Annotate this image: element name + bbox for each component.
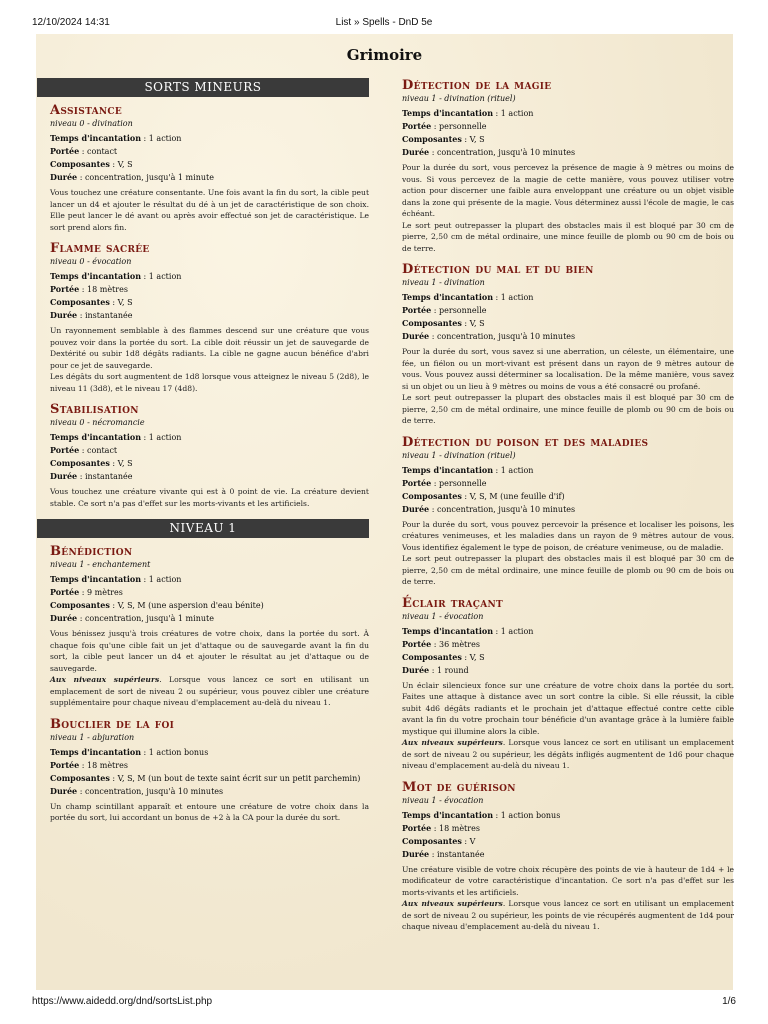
spell-range: Portée : 9 mètres xyxy=(50,587,123,597)
spell-range: Portée : contact xyxy=(50,445,118,455)
spell-description: Un éclair silencieux fonce sur une créature de votre choix dans la portée du sort. Faites une attaque à distance avec un sort contre la cible. Si elle réussit, la cible subit 4d6 dégâts radiants et le prochain jet d'attaque effectué contre cette cible avant la fin du votre prochain tour bénéficie d'un avantage grâce à la lumière faible mystique qui illumine alors la cible. xyxy=(402,680,734,736)
spell-level-school: niveau 1 - évocation xyxy=(402,795,484,805)
spell-casting-time: Temps d'incantation : 1 action xyxy=(50,133,182,143)
spell-description: Une créature visible de votre choix récupère des points de vie à hauteur de 1d4 + le modificateur de votre caractéristique d'incantation. Ce sort n'a pas d'effet sur les morts-vivants et les artificiels. xyxy=(402,864,734,897)
spell-components: Composantes : V, S xyxy=(50,458,133,468)
spell-level-school: niveau 1 - divination (rituel) xyxy=(402,94,516,103)
spell-higher-levels: Aux niveaux supérieurs. Lorsque vous lancez ce sort en utilisant un emplacement de sort de niveau 2 ou supérieur, vous pouvez cibler une créature supplémentaire pour chaque niveau d'emplacement au-delà du niveau 1. xyxy=(50,675,369,707)
spell-duration: Durée : concentration, jusqu'à 10 minutes xyxy=(50,785,224,796)
spell-name[interactable]: Détection du mal et du bien xyxy=(402,262,594,277)
spell-description: Vous touchez une créature vivante qui est à 0 point de vie. La créature devient stable. Ce sort n'a pas d'effet sur les morts-vivants et les artificiels. xyxy=(50,487,369,508)
spell-name[interactable]: Mot de guérison xyxy=(402,779,516,795)
spell-components: Composantes : V, S xyxy=(402,318,485,328)
spell-duration: Durée : 1 round xyxy=(402,664,469,675)
spell-level-school: niveau 1 - divination xyxy=(402,278,485,287)
spell-higher-levels: Aux niveaux supérieurs. Lorsque vous lancez ce sort en utilisant un emplacement de sort de niveau 2 ou supérieur, les points de vie récupérés augmentent de 1d4 pour chaque niveau d'emplacement au-delà du niveau 1. xyxy=(402,899,734,931)
spell-name[interactable]: Détection du poison et des maladies xyxy=(402,434,649,450)
spell-level-school: niveau 1 - abjuration xyxy=(50,732,135,742)
spell-range: Portée : personnelle xyxy=(402,305,487,315)
spell-level-school: niveau 1 - évocation xyxy=(402,611,484,621)
spell-name[interactable]: Éclair traçant xyxy=(402,595,504,611)
spell-duration: Durée : concentration, jusqu'à 10 minutes xyxy=(402,503,576,514)
spell-description: Pour la durée du sort, vous percevez la présence de magie à 9 mètres ou moins de vous. Si vous percevez de la magie de cette manière, vous pouvez utiliser votre action pour discerner une faible aura enveloppant une créature ou un objet visible dans la zone qui présente de la magie. Vous déterminez aussi l'école de magie, le cas échéant. xyxy=(402,163,734,218)
spell-name[interactable]: Bénédiction xyxy=(50,544,133,559)
grimoire-page xyxy=(36,34,733,990)
spell-range: Portée : 36 mètres xyxy=(402,638,480,649)
spell-description-extra: Le sort peut outrepasser la plupart des obstacles mais il est bloqué par 30 cm de pierre, 2,50 cm de métal ordinaire, une mince feuille de plomb ou 90 cm de bois ou de terre. xyxy=(402,393,734,425)
print-header xyxy=(0,0,768,34)
spell-range: Portée : personnelle xyxy=(402,477,487,488)
spell-description: Vous bénissez jusqu'à trois créatures de votre choix, dans la portée du sort. À chaque fois qu'une cible fait un jet d'attaque ou de sauvegarde avant la fin du sort, la cible peut lancer un d4 et ajouter le résultat au jet d'attaque ou de sauvegarde. xyxy=(50,629,369,673)
spell-level-school: niveau 1 - enchantement xyxy=(50,560,151,569)
spell-description: Un champ scintillant apparaît et entoure une créature de votre choix dans la portée du sort, lui accordant un bonus de +2 à la CA pour la durée du sort. xyxy=(50,801,369,822)
spell-range: Portée : personnelle xyxy=(402,121,487,131)
spell-duration: Durée : instantanée xyxy=(50,310,133,320)
spell-name[interactable]: Détection de la magie xyxy=(402,78,552,93)
spell-card xyxy=(402,262,734,427)
spell-card xyxy=(37,103,369,233)
spell-card xyxy=(37,717,369,824)
spell-range: Portée : 18 mètres xyxy=(402,822,480,833)
spell-description-extra: Les dégâts du sort augmentent de 1d8 lorsque vous atteignez le niveau 5 (2d8), le niveau 11 (3d8), et le niveau 17 (4d8). xyxy=(50,372,369,393)
spell-casting-time: Temps d'incantation : 1 action xyxy=(50,432,182,442)
spell-duration: Durée : instantanée xyxy=(50,471,133,481)
page-title: Grimoire xyxy=(346,46,423,64)
spell-range: Portée : 18 mètres xyxy=(50,759,128,770)
spell-casting-time: Temps d'incantation : 1 action bonus xyxy=(50,746,209,757)
spell-duration: Durée : concentration, jusqu'à 10 minutes xyxy=(402,331,576,341)
spell-duration: Durée : concentration, jusqu'à 1 minute xyxy=(50,613,214,623)
spell-name[interactable]: Bouclier de la foi xyxy=(50,716,175,732)
print-page-title: List » Spells - DnD 5e xyxy=(335,17,433,28)
spell-card xyxy=(402,435,734,588)
spell-card xyxy=(402,78,734,254)
spell-description: Un rayonnement semblable à des flammes descend sur une créature que vous pouvez voir dans la portée du sort. La cible doit réussir un jet de sauvegarde de Dextérité ou subir 1d8 dégâts radiants. La cible ne gagne aucun bénéfice d'abri pour ce jet de sauvegarde. xyxy=(50,326,369,370)
spell-name[interactable]: Flamme sacrée xyxy=(50,241,150,256)
spell-card xyxy=(37,241,369,394)
spell-casting-time: Temps d'incantation : 1 action xyxy=(402,625,534,636)
spell-components: Composantes : V, S xyxy=(50,159,133,169)
spell-card xyxy=(402,596,734,772)
spell-duration: Durée : instantanée xyxy=(402,848,485,859)
spell-casting-time: Temps d'incantation : 1 action bonus xyxy=(402,809,561,820)
spell-components: Composantes : V, S, M (une feuille d'if) xyxy=(402,490,565,501)
spell-components: Composantes : V, S xyxy=(402,134,485,144)
spell-casting-time: Temps d'incantation : 1 action xyxy=(50,271,182,281)
spell-card xyxy=(402,780,734,933)
spell-duration: Durée : concentration, jusqu'à 10 minutes xyxy=(402,147,576,157)
section-header-cantrips: SORTS MINEURS xyxy=(37,78,369,97)
spell-description: Pour la durée du sort, vous savez si une aberration, un céleste, un élémentaire, une fée, un fiélon ou un mort-vivant est présent dans un rayon de 9 mètres autour de vous. Vous pouvez aussi déterminer sa localisation. De la même manière, vous savez si un objet ou un lieu à 9 mètres ou moins de vous a été consacré ou profané. xyxy=(402,347,734,391)
print-page-number: 1/6 xyxy=(722,996,736,1007)
spell-name[interactable]: Assistance xyxy=(50,103,123,118)
spell-name[interactable]: Stabilisation xyxy=(50,402,139,417)
spell-description: Pour la durée du sort, vous pouvez percevoir la présence et localiser les poisons, les créatures venimeuses, et les maladies dans un rayon de 9 mètres autour de vous. Vous identifiez également le type de poison, de créature venimeuse, ou de maladie. xyxy=(402,519,734,552)
spell-higher-levels: Aux niveaux supérieurs. Lorsque vous lancez ce sort en utilisant un emplacement de sort de niveau 2 ou supérieur, les dégâts infligés augmentent de 1d6 pour chaque niveau d'emplacement au-delà du niveau 1. xyxy=(402,738,734,770)
spell-casting-time: Temps d'incantation : 1 action xyxy=(402,108,534,118)
spell-level-school: niveau 0 - divination xyxy=(50,119,133,128)
spell-description-extra: Le sort peut outrepasser la plupart des obstacles mais il est bloqué par 30 cm de pierre, 2,50 cm de métal ordinaire, une mince feuille de plomb ou 90 cm de bois ou de terre. xyxy=(402,220,734,253)
spell-duration: Durée : concentration, jusqu'à 1 minute xyxy=(50,172,214,182)
section-header-level-1: NIVEAU 1 xyxy=(37,519,369,538)
spell-range: Portée : 18 mètres xyxy=(50,284,128,294)
spell-description-extra: Le sort peut outrepasser la plupart des obstacles mais il est bloqué par 30 cm de pierre, 2,50 cm de métal ordinaire, une mince feuille de plomb ou 90 cm de bois ou de terre. xyxy=(402,554,734,586)
spell-card xyxy=(37,402,369,509)
spell-level-school: niveau 0 - évocation xyxy=(50,257,132,266)
spell-description: Vous touchez une créature consentante. Une fois avant la fin du sort, la cible peut lancer un d4 et ajouter le résultat du dé à un jet de caractéristique de son choix. Elle peut lancer le dé avant ou après avoir effectué son jet de caractéristique. Le sort prend alors fin. xyxy=(50,188,369,232)
spell-card xyxy=(37,544,369,709)
spell-casting-time: Temps d'incantation : 1 action xyxy=(50,574,182,584)
spell-casting-time: Temps d'incantation : 1 action xyxy=(402,464,534,475)
spell-level-school: niveau 0 - nécromancie xyxy=(50,418,145,427)
spell-casting-time: Temps d'incantation : 1 action xyxy=(402,292,534,302)
print-footer xyxy=(0,990,768,1024)
spell-components: Composantes : V, S xyxy=(402,651,485,662)
spell-components: Composantes : V xyxy=(402,835,476,846)
print-url[interactable]: https://www.aidedd.org/dnd/sortsList.php xyxy=(32,996,213,1007)
spell-components: Composantes : V, S xyxy=(50,297,133,307)
print-datetime: 12/10/2024 14:31 xyxy=(32,17,110,28)
spell-components: Composantes : V, S, M (une aspersion d'eau bénite) xyxy=(50,600,264,610)
left-column xyxy=(37,78,369,832)
right-column xyxy=(402,78,734,941)
spell-level-school: niveau 1 - divination (rituel) xyxy=(402,450,516,460)
spell-range: Portée : contact xyxy=(50,146,118,156)
spell-components: Composantes : V, S, M (un bout de texte saint écrit sur un petit parchemin) xyxy=(50,772,361,783)
